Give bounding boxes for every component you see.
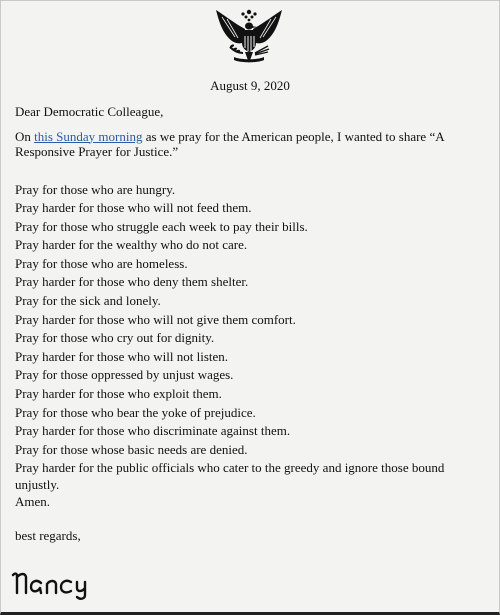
sunday-morning-link[interactable]: this Sunday morning	[34, 128, 143, 144]
prayer-list	[15, 181, 487, 494]
prayer-line: Pray harder for those who will not feed them.	[15, 200, 252, 216]
prayer-line: Pray harder for the public officials who cater to the greedy and ignore those bound unjustly.	[15, 460, 445, 493]
prayer-line: Pray harder for those who discriminate against them.	[15, 423, 291, 439]
prayer-line: Pray for those who are hungry.	[15, 181, 176, 197]
intro-text-start: On	[15, 128, 35, 144]
prayer-line: Pray harder for the wealthy who do not care.	[15, 237, 248, 253]
prayer-line: Pray for those who cry out for dignity.	[15, 330, 215, 346]
letter-body	[15, 103, 487, 546]
prayer-line: Pray for the sick and lonely.	[15, 293, 161, 309]
letter-date: August 9, 2020	[210, 78, 290, 93]
prayer-line: Pray for those whose basic needs are denied.	[15, 441, 248, 457]
prayer-line: Pray for those oppressed by unjust wages.	[15, 367, 234, 383]
handwritten-signature-icon	[9, 567, 95, 601]
salutation: Dear Democratic Colleague,	[15, 104, 164, 119]
prayer-line: Pray harder for those who deny them shelter.	[15, 274, 249, 290]
amen-line: Amen.	[15, 494, 51, 510]
intro-paragraph	[15, 129, 487, 159]
prayer-line: Pray harder for those who exploit them.	[15, 386, 222, 402]
prayer-line: Pray for those who struggle each week to pay their bills.	[15, 218, 308, 234]
intro-text-end: as we pray for the American people, I wanted to share “A Responsive Prayer for Justice.”	[15, 128, 444, 159]
prayer-line: Pray for those who are homeless.	[15, 255, 188, 271]
prayer-line: Pray harder for those who will not listen.	[15, 348, 229, 364]
closing: best regards,	[15, 528, 81, 543]
eagle-seal-icon	[210, 7, 288, 69]
prayer-line: Pray for those who bear the yoke of prejudice.	[15, 404, 256, 420]
prayer-line: Pray harder for those who will not give them comfort.	[15, 311, 296, 327]
